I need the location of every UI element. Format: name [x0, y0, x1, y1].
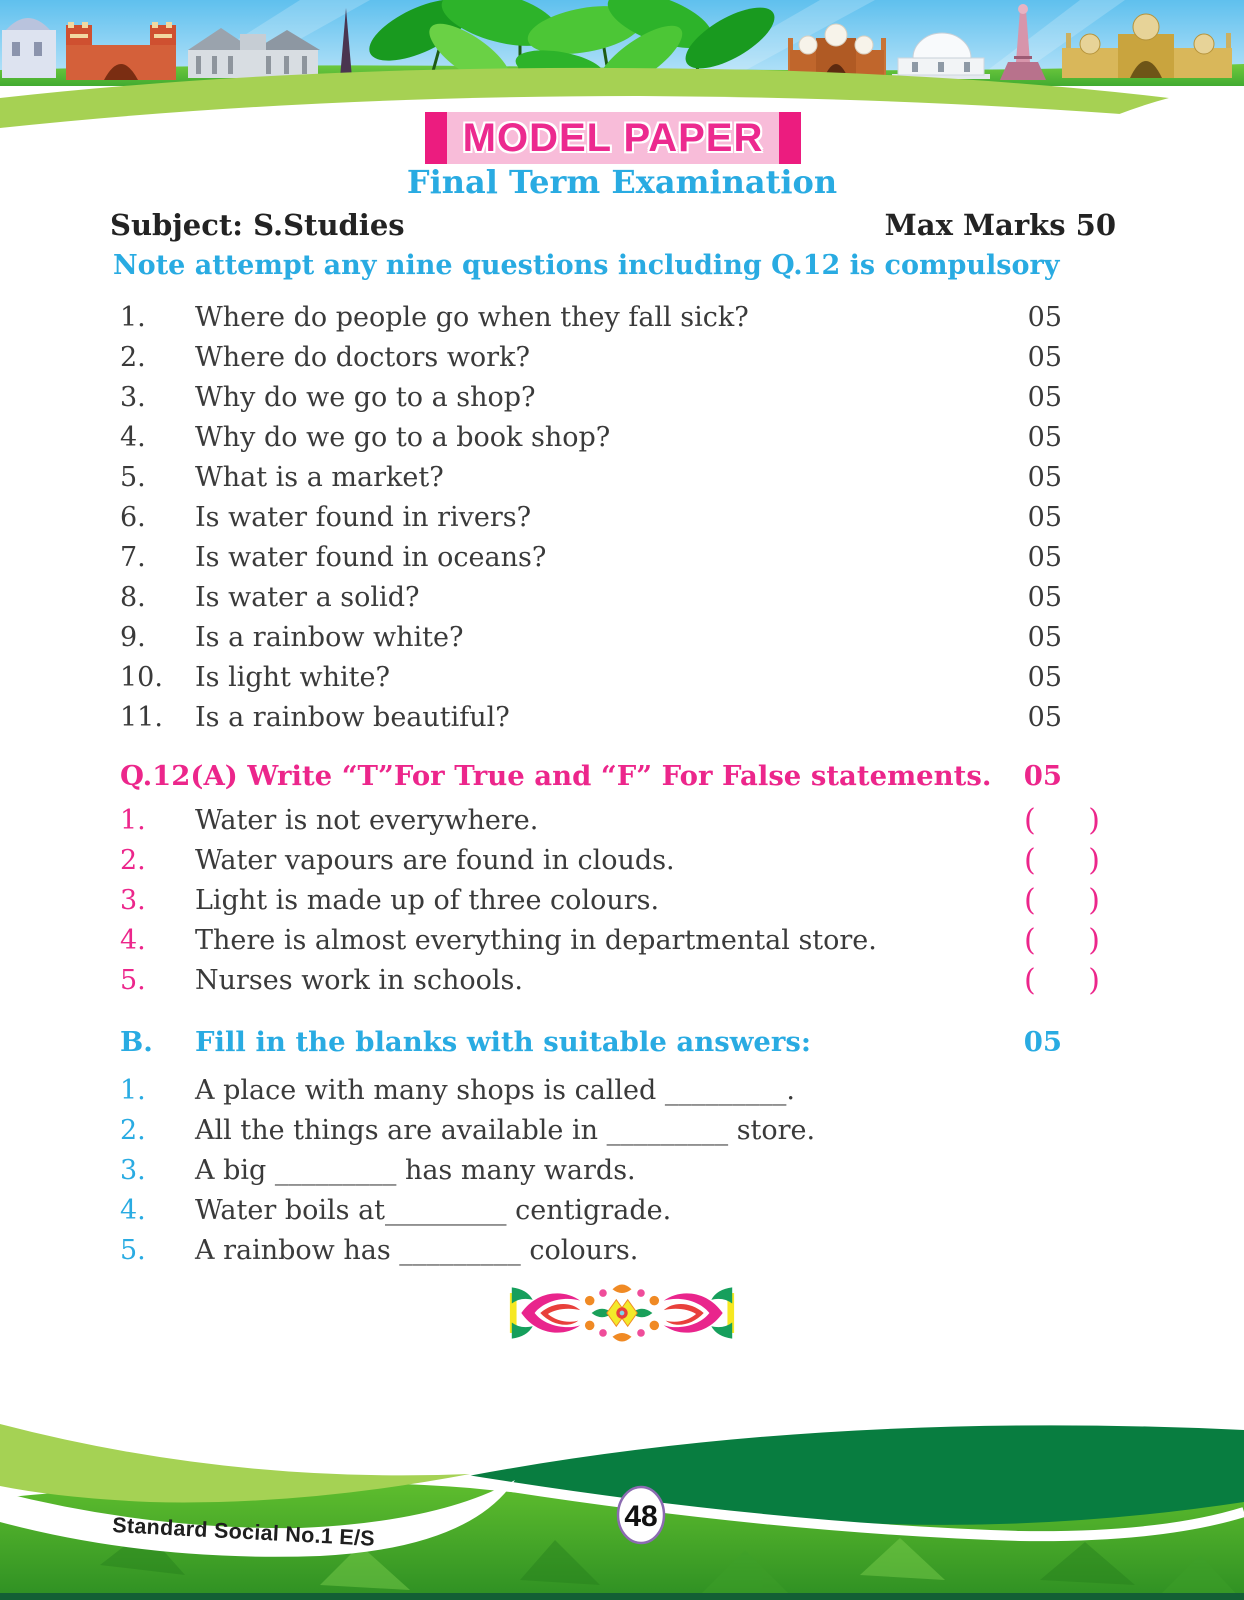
question-number: 4.	[120, 421, 146, 453]
max-marks-label: Max Marks 50	[884, 208, 1116, 242]
true-false-number: 4.	[120, 924, 146, 956]
section-b-marks: 05	[1023, 1026, 1062, 1058]
fill-blank-text: A place with many shops is called _________.	[195, 1074, 795, 1106]
floral-flourish-icon	[508, 1281, 736, 1345]
question-row	[0, 537, 1244, 577]
true-false-list	[0, 800, 1244, 1000]
exam-subtitle: Final Term Examination	[406, 163, 838, 201]
true-false-row	[0, 960, 1244, 1000]
footer-bottom-strip	[0, 1593, 1244, 1600]
question-marks: 05	[1027, 701, 1062, 733]
question-marks: 05	[1027, 301, 1062, 333]
answer-brackets	[1024, 923, 1100, 958]
question-number: 6.	[120, 501, 146, 533]
true-false-text: There is almost everything in departmental store.	[195, 924, 877, 956]
section-b-heading-row	[0, 1024, 1244, 1060]
true-false-number: 3.	[120, 884, 146, 916]
question-number: 7.	[120, 541, 146, 573]
question-number: 1.	[120, 301, 146, 333]
question-marks: 05	[1027, 661, 1062, 693]
book-series-label: Standard Social No.1 E/S	[111, 1513, 376, 1551]
subject-label: Subject: S.Studies	[110, 208, 405, 242]
answer-brackets	[1024, 883, 1100, 918]
question-text: Why do we go to a book shop?	[195, 421, 611, 453]
question-text: Where do doctors work?	[195, 341, 530, 373]
question-row	[0, 417, 1244, 457]
question-row	[0, 337, 1244, 377]
bracket-open: (	[1024, 882, 1036, 918]
true-false-text: Water vapours are found in clouds.	[195, 844, 675, 876]
bracket-close: )	[1088, 842, 1100, 878]
question-row	[0, 617, 1244, 657]
true-false-text: Light is made up of three colours.	[195, 884, 660, 916]
true-false-number: 2.	[120, 844, 146, 876]
fill-blank-row	[0, 1190, 1244, 1230]
question-marks: 05	[1027, 421, 1062, 453]
question-row	[0, 697, 1244, 737]
page-number: 48	[624, 1500, 658, 1533]
banner-end-block-left	[425, 112, 447, 164]
bracket-open: (	[1024, 922, 1036, 958]
bracket-close: )	[1088, 962, 1100, 998]
footer-waves-illustration	[0, 1380, 1244, 1600]
true-false-text: Water is not everywhere.	[195, 804, 539, 836]
question-text: Is a rainbow beautiful?	[195, 701, 510, 733]
fill-blank-row	[0, 1070, 1244, 1110]
question-number: 2.	[120, 341, 146, 373]
true-false-text: Nurses work in schools.	[195, 964, 523, 996]
bracket-open: (	[1024, 962, 1036, 998]
bracket-open: (	[1024, 842, 1036, 878]
fill-blank-row	[0, 1110, 1244, 1150]
bracket-open: (	[1024, 802, 1036, 838]
question-marks: 05	[1027, 541, 1062, 573]
question-number: 10.	[120, 661, 163, 693]
section-b-heading: Fill in the blanks with suitable answers:	[195, 1026, 811, 1058]
answer-brackets	[1024, 963, 1100, 998]
fill-blank-number: 3.	[120, 1154, 146, 1186]
question-marks: 05	[1027, 381, 1062, 413]
bracket-close: )	[1088, 922, 1100, 958]
question-row	[0, 377, 1244, 417]
question-text: Where do people go when they fall sick?	[195, 301, 749, 333]
question-number: 11.	[120, 701, 163, 733]
question-list	[0, 297, 1244, 737]
fill-blank-row	[0, 1150, 1244, 1190]
question-row	[0, 497, 1244, 537]
answer-brackets	[1024, 843, 1100, 878]
section-a-heading-row	[0, 758, 1244, 794]
page-title: MODEL PAPER	[462, 115, 764, 160]
answer-brackets	[1024, 803, 1100, 838]
question-number: 9.	[120, 621, 146, 653]
question-marks: 05	[1027, 501, 1062, 533]
true-false-number: 1.	[120, 804, 146, 836]
question-number: 3.	[120, 381, 146, 413]
question-marks: 05	[1027, 341, 1062, 373]
subject-row	[110, 207, 1116, 243]
true-false-row	[0, 920, 1244, 960]
question-number: 5.	[120, 461, 146, 493]
true-false-number: 5.	[120, 964, 146, 996]
question-text: Is water found in rivers?	[195, 501, 532, 533]
section-a-heading: Q.12(A) Write “T”For True and “F” For False statements.	[120, 760, 992, 792]
question-text: Is light white?	[195, 661, 390, 693]
banner-end-block-right	[779, 112, 801, 164]
question-text: Why do we go to a shop?	[195, 381, 536, 413]
fill-blank-text: A big _________ has many wards.	[195, 1154, 636, 1186]
question-marks: 05	[1027, 621, 1062, 653]
question-row	[0, 577, 1244, 617]
question-text: Is water found in oceans?	[195, 541, 547, 573]
question-text: Is a rainbow white?	[195, 621, 464, 653]
bracket-close: )	[1088, 882, 1100, 918]
question-row	[0, 457, 1244, 497]
fill-blank-text: All the things are available in _________ store.	[195, 1114, 816, 1146]
true-false-row	[0, 840, 1244, 880]
fill-blank-number: 2.	[120, 1114, 146, 1146]
note-line: Note attempt any nine questions including Q.12 is compulsory	[113, 250, 1060, 281]
model-paper-banner	[425, 112, 801, 164]
fill-blank-number: 1.	[120, 1074, 146, 1106]
ornament-divider	[0, 1281, 1244, 1345]
question-text: Is water a solid?	[195, 581, 420, 613]
footer-art	[0, 1380, 1244, 1600]
question-text: What is a market?	[195, 461, 444, 493]
bracket-close: )	[1088, 802, 1100, 838]
fill-blank-row	[0, 1230, 1244, 1270]
question-row	[0, 297, 1244, 337]
fill-blank-number: 4.	[120, 1194, 146, 1226]
section-a-marks: 05	[1023, 760, 1062, 792]
section-b-label: B.	[120, 1026, 153, 1058]
header-banner-art	[0, 0, 1244, 130]
question-number: 8.	[120, 581, 146, 613]
question-row	[0, 657, 1244, 697]
fill-blank-text: Water boils at_________ centigrade.	[195, 1194, 672, 1226]
fill-blank-number: 5.	[120, 1234, 146, 1266]
question-marks: 05	[1027, 461, 1062, 493]
true-false-row	[0, 800, 1244, 840]
landmarks-skyline-illustration	[0, 0, 1244, 130]
question-marks: 05	[1027, 581, 1062, 613]
fill-blanks-list	[0, 1070, 1244, 1270]
fill-blank-text: A rainbow has _________ colours.	[195, 1234, 639, 1266]
true-false-row	[0, 880, 1244, 920]
